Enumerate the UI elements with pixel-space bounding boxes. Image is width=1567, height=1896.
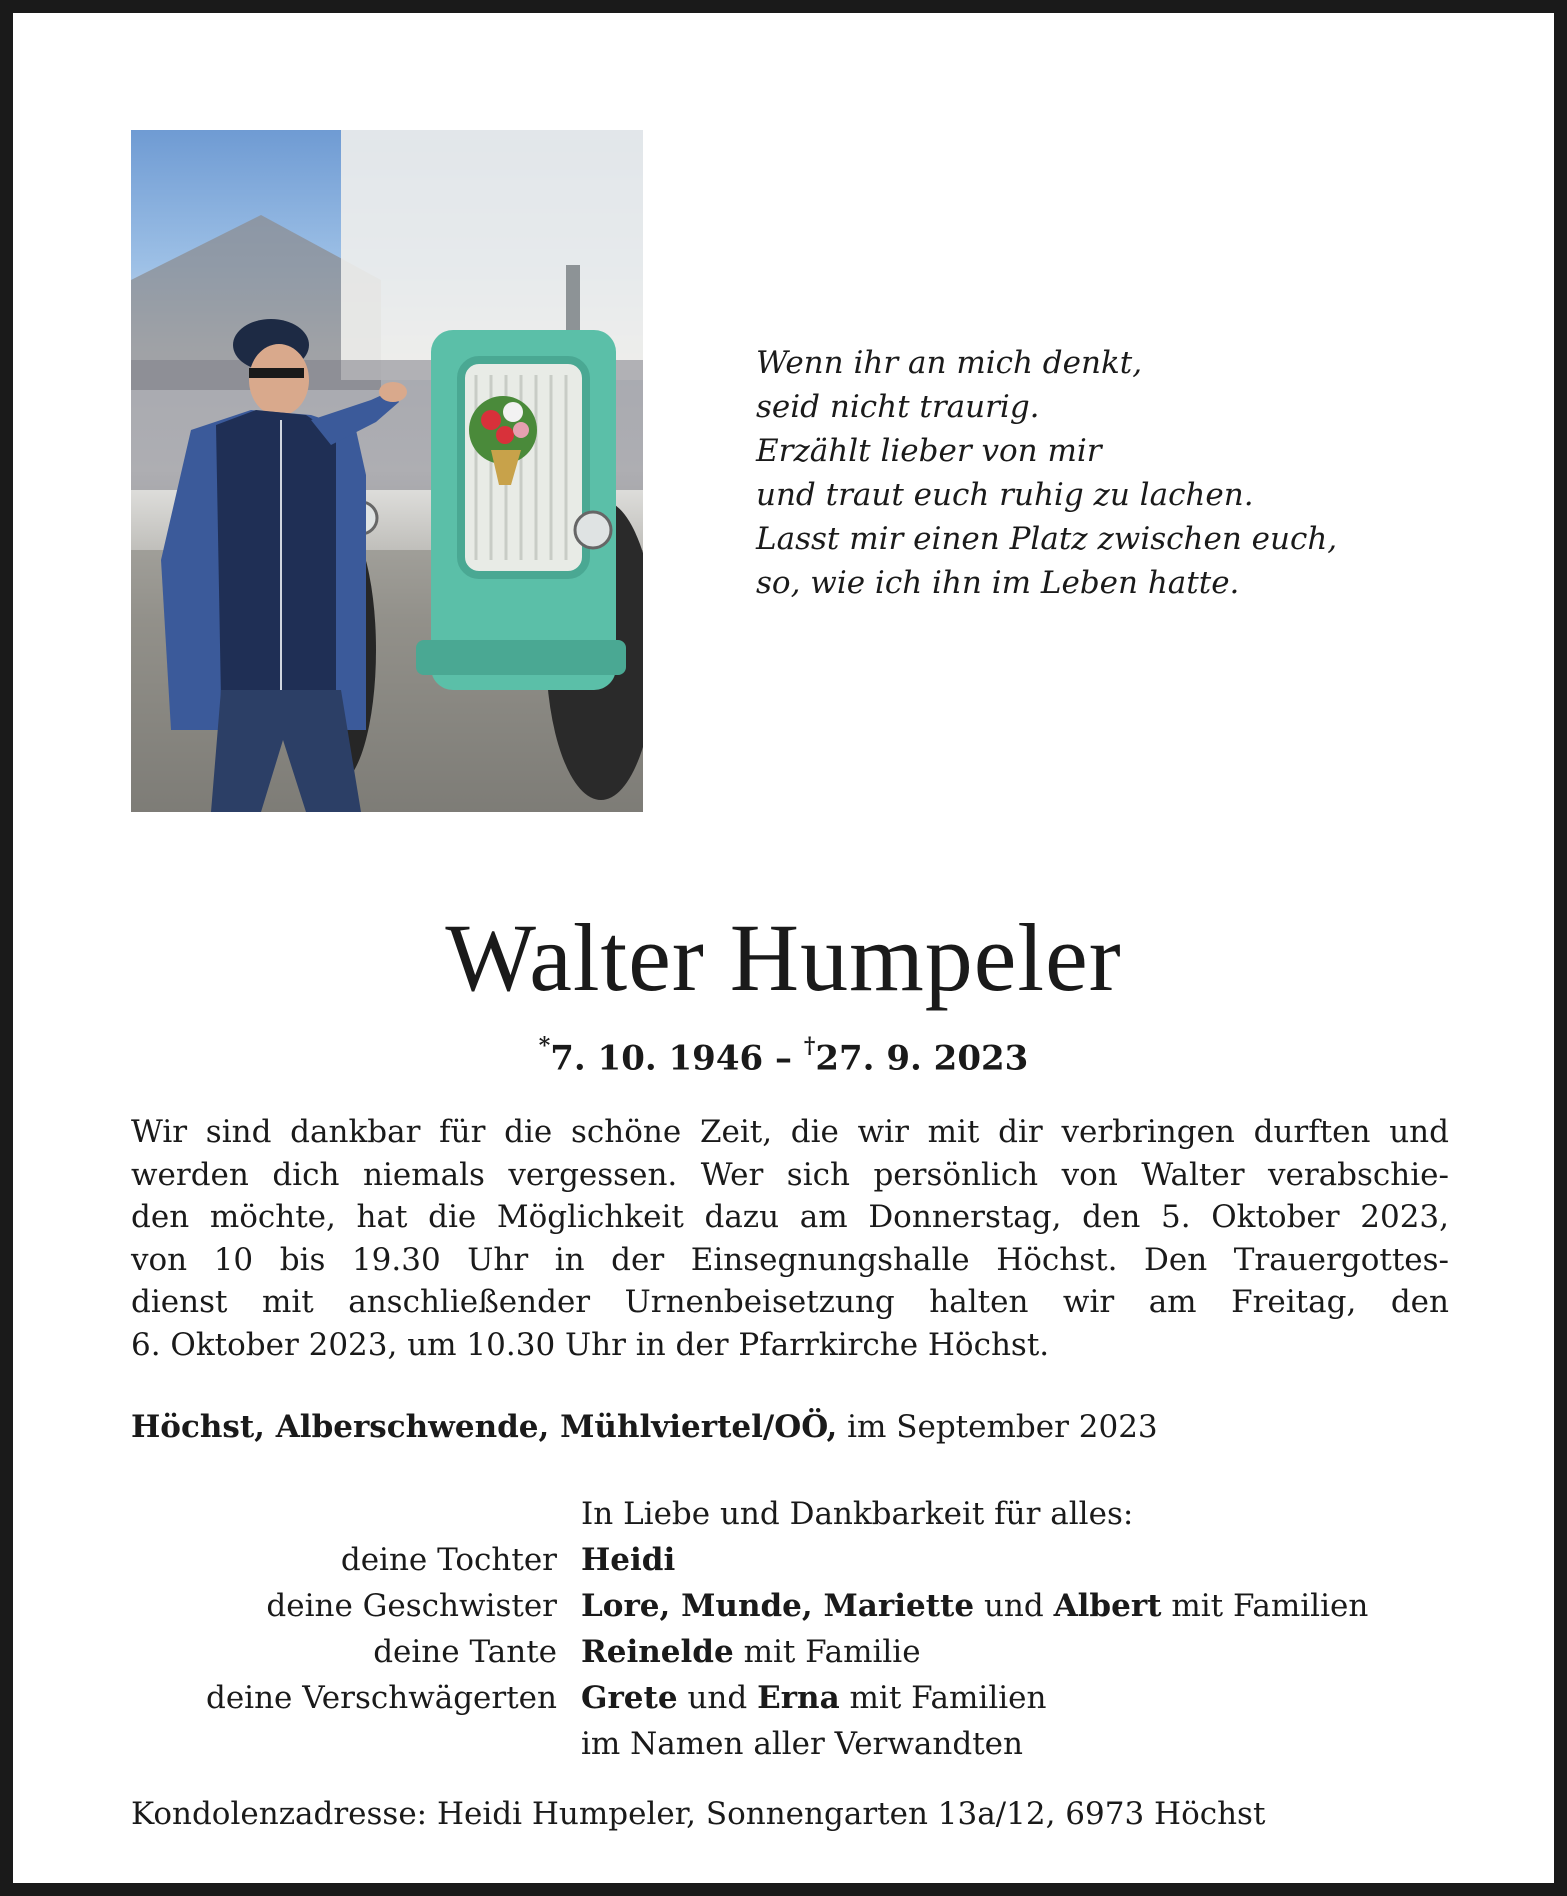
place-and-date xyxy=(131,1405,1158,1449)
relation-label: deine Tochter xyxy=(340,1542,557,1578)
condolence-address: Kondolenzadresse: Heidi Humpeler, Sonnengarten 13a/12, 6973 Höchst xyxy=(131,1796,1266,1832)
announcement-text xyxy=(131,1111,1449,1366)
relation-label: deine Tante xyxy=(373,1634,557,1670)
flower-white xyxy=(503,402,523,422)
connector: und xyxy=(983,1588,1044,1624)
vest xyxy=(216,410,336,700)
suffix: mit Familien xyxy=(849,1680,1047,1716)
family-row-siblings xyxy=(131,1583,1451,1629)
poem xyxy=(756,341,1337,605)
member-name: Erna xyxy=(757,1680,840,1716)
family-row-aunt xyxy=(131,1629,1451,1675)
place-names: Höchst, Alberschwende, Mühlviertel/OÖ, xyxy=(131,1409,838,1445)
family-intro: In Liebe und Dankbarkeit für alles: xyxy=(581,1496,1134,1532)
birth-symbol: * xyxy=(538,1033,551,1059)
face xyxy=(249,344,309,416)
suffix: mit Familien xyxy=(1171,1588,1369,1624)
text-line: Wir sind dankbar für die schöne Zeit, die wir mit dir verbringen durften und xyxy=(131,1114,1449,1150)
relation-label: deine Verschwägerten xyxy=(205,1680,557,1716)
suffix: mit Familie xyxy=(743,1634,921,1670)
poem-line: und traut euch ruhig zu lachen. xyxy=(756,477,1254,513)
poem-line: Lasst mir einen Platz zwischen euch, xyxy=(756,521,1338,557)
text-line: dienst mit anschließender Urnenbeisetzung halten wir am Freitag, den xyxy=(131,1284,1449,1320)
text-line: von 10 bis 19.30 Uhr in der Einsegnungshalle Höchst. Den Trauergottes- xyxy=(131,1241,1449,1278)
member-name: Albert xyxy=(1053,1588,1162,1624)
mourners-list xyxy=(131,1491,1451,1767)
notice-date: im September 2023 xyxy=(847,1409,1158,1445)
flower-red-2 xyxy=(496,426,514,444)
hand xyxy=(379,382,407,402)
family-intro-row xyxy=(131,1491,1451,1537)
connector: und xyxy=(687,1680,748,1716)
life-dates xyxy=(13,1028,1554,1080)
flower-red xyxy=(481,410,501,430)
poem-line: Erzählt lieber von mir xyxy=(756,433,1102,469)
portrait-photo xyxy=(131,130,643,812)
sunglasses xyxy=(249,368,304,378)
death-symbol: † xyxy=(803,1033,816,1059)
death-date: 27. 9. 2023 xyxy=(815,1038,1029,1079)
family-row-in-laws xyxy=(131,1675,1451,1721)
poem-line: seid nicht traurig. xyxy=(756,389,1040,425)
family-row-daughter xyxy=(131,1537,1451,1583)
family-closing: im Namen aller Verwandten xyxy=(581,1726,1023,1762)
photo-illustration xyxy=(131,130,643,812)
member-name: Grete xyxy=(581,1680,678,1716)
text-line: werden dich niemals vergessen. Wer sich persönlich von Walter verabschie- xyxy=(131,1156,1449,1193)
relation-label: deine Geschwister xyxy=(266,1588,557,1624)
text-line: den möchte, hat die Möglichkeit dazu am Donnerstag, den 5. Oktober 2023, xyxy=(131,1199,1449,1235)
family-closing-row xyxy=(131,1721,1451,1767)
poem-line: Wenn ihr an mich denkt, xyxy=(756,345,1143,381)
tractor-axle xyxy=(416,640,626,675)
right-headlight xyxy=(575,512,611,548)
poem-line: so, wie ich ihn im Leben hatte. xyxy=(756,565,1240,601)
birth-date: 7. 10. 1946 – xyxy=(550,1038,792,1079)
deceased-name: Walter Humpeler xyxy=(445,904,1122,1011)
member-names: Lore, Munde, Mariette xyxy=(581,1588,975,1624)
text-line: 6. Oktober 2023, um 10.30 Uhr in der Pfarrkirche Höchst. xyxy=(131,1326,1050,1363)
member-name: Heidi xyxy=(581,1542,676,1578)
member-name: Reinelde xyxy=(581,1634,734,1670)
flower-pink xyxy=(513,422,529,438)
